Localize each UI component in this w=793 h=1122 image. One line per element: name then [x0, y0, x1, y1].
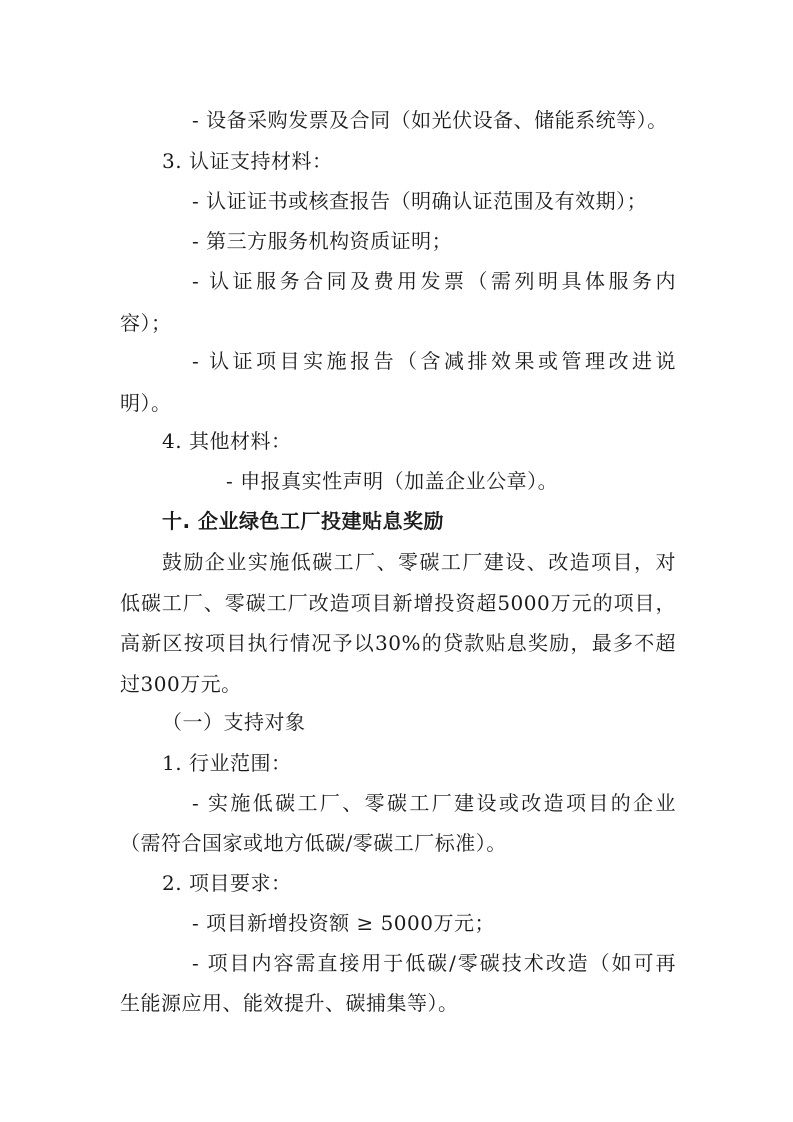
- text-line-cert-materials-heading: 3. 认证支持材料：: [162, 149, 333, 173]
- text-line-third-party-qualification: - 第三方服务机构资质证明；: [192, 229, 453, 253]
- text-line-cert-contract: - 认证服务合同及费用发票（需列明具体服务内: [192, 269, 676, 293]
- text-line-project-content-cont: 生能源应用、能效提升、碳捕集等）。: [120, 991, 459, 1015]
- section-heading-green-factory: 十. 企业绿色工厂投建贴息奖励: [162, 509, 445, 533]
- text-line-paragraph-2: 低碳工厂、零碳工厂改造项目新增投资超5000万元的项目，: [120, 591, 676, 615]
- text-line-investment-requirement: - 项目新增投资额 ≥ 5000万元；: [192, 911, 495, 935]
- text-line-cert-implementation-cont: 明）。: [120, 391, 172, 415]
- text-line-project-content: - 项目内容需直接用于低碳/零碳技术改造（如可再: [192, 951, 676, 975]
- text-line-cert-report: - 认证证书或核查报告（明确认证范围及有效期）；: [192, 189, 648, 213]
- text-line-industry-scope-detail-cont: （需符合国家或地方低碳/零碳工厂标准）。: [120, 831, 507, 855]
- text-line-paragraph-4: 过300万元。: [120, 672, 242, 696]
- text-line-cert-implementation: - 认证项目实施报告（含减排效果或管理改进说: [192, 349, 676, 373]
- text-line-cert-contract-cont: 容）；: [120, 311, 172, 335]
- subheading-support-target: （一）支持对象: [162, 710, 306, 734]
- text-line-authenticity-statement: - 申报真实性声明（加盖企业公章）。: [226, 469, 559, 493]
- text-line-paragraph-3: 高新区按项目执行情况予以30%的贷款贴息奖励，最多不超: [120, 631, 676, 655]
- text-line-industry-scope-detail: - 实施低碳工厂、零碳工厂建设或改造项目的企业: [192, 791, 676, 815]
- text-line-paragraph-1: 鼓励企业实施低碳工厂、零碳工厂建设、改造项目，对: [162, 550, 676, 574]
- text-line-other-materials-heading: 4. 其他材料：: [162, 429, 292, 453]
- text-line-equipment-invoices: - 设备采购发票及合同（如光伏设备、储能系统等）。: [192, 108, 668, 132]
- text-line-industry-scope: 1. 行业范围：: [162, 751, 292, 775]
- text-line-project-requirements: 2. 项目要求：: [162, 871, 292, 895]
